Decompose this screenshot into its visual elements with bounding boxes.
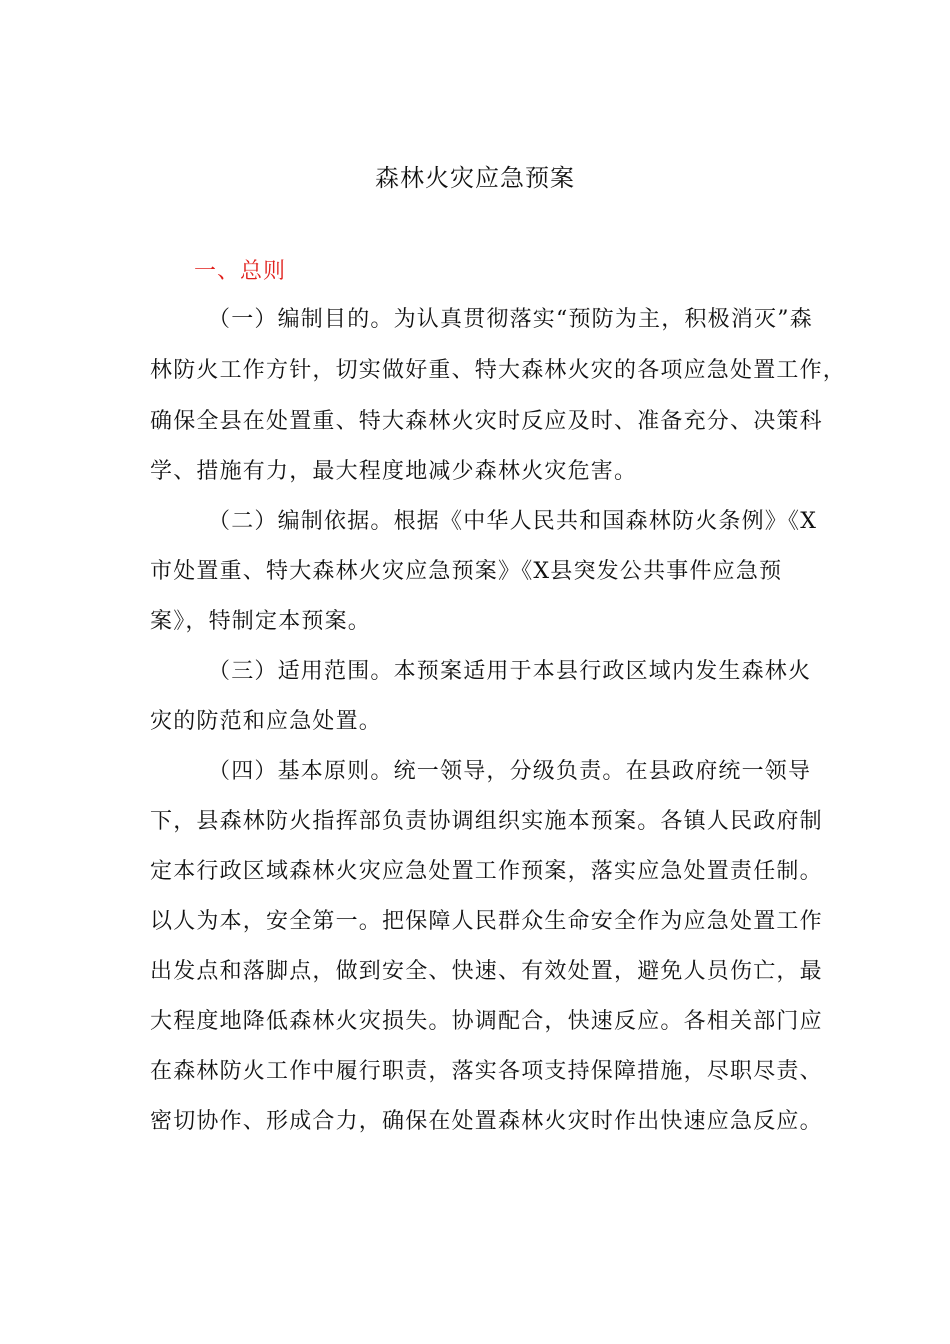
paragraph-line: 灾的防范和应急处置。 xyxy=(150,709,383,734)
paragraph-line: 林防火工作方针，切实做好重、特大森林火灾的各项应急处置工作， xyxy=(150,358,847,383)
paragraph-line: （三）适用范围。本预案适用于本县行政区域内发生森林火 xyxy=(208,659,812,684)
paragraph-line: 市处置重、特大森林火灾应急预案》《X县突发公共事件应急预 xyxy=(150,559,783,584)
page-title: 森林火灾应急预案 xyxy=(375,164,575,192)
paragraph-line: 大程度地降低森林火灾损失。协调配合，快速反应。各相关部门应 xyxy=(150,1009,823,1034)
paragraph-line: 密切协作、形成合力，确保在处置森林火灾时作出快速应急反应。 xyxy=(150,1109,823,1134)
paragraph-line: （一）编制目的。为认真贯彻落实“预防为主，积极消灭”森 xyxy=(208,307,813,332)
paragraph-line: （四）基本原则。统一领导，分级负责。在县政府统一领导 xyxy=(208,759,812,784)
paragraph-line: （二）编制依据。根据《中华人民共和国森林防火条例》《X xyxy=(208,509,818,534)
paragraph-line: 定本行政区域森林火灾应急处置工作预案，落实应急处置责任制。 xyxy=(150,859,823,884)
section-heading: 一、总则 xyxy=(194,259,287,284)
paragraph-line: 学、措施有力，最大程度地减少森林火灾危害。 xyxy=(150,459,638,484)
paragraph-line: 在森林防火工作中履行职责，落实各项支持保障措施，尽职尽责、 xyxy=(150,1059,823,1084)
paragraph-line: 案》，特制定本预案。 xyxy=(150,609,372,634)
paragraph-line: 下，县森林防火指挥部负责协调组织实施本预案。各镇人民政府制 xyxy=(150,809,823,834)
paragraph-line: 以人为本，安全第一。把保障人民群众生命安全作为应急处置工作 xyxy=(150,909,823,934)
paragraph-line: 确保全县在处置重、特大森林火灾时反应及时、准备充分、决策科 xyxy=(150,409,823,434)
paragraph-line: 出发点和落脚点，做到安全、快速、有效处置，避免人员伤亡，最 xyxy=(150,959,823,984)
